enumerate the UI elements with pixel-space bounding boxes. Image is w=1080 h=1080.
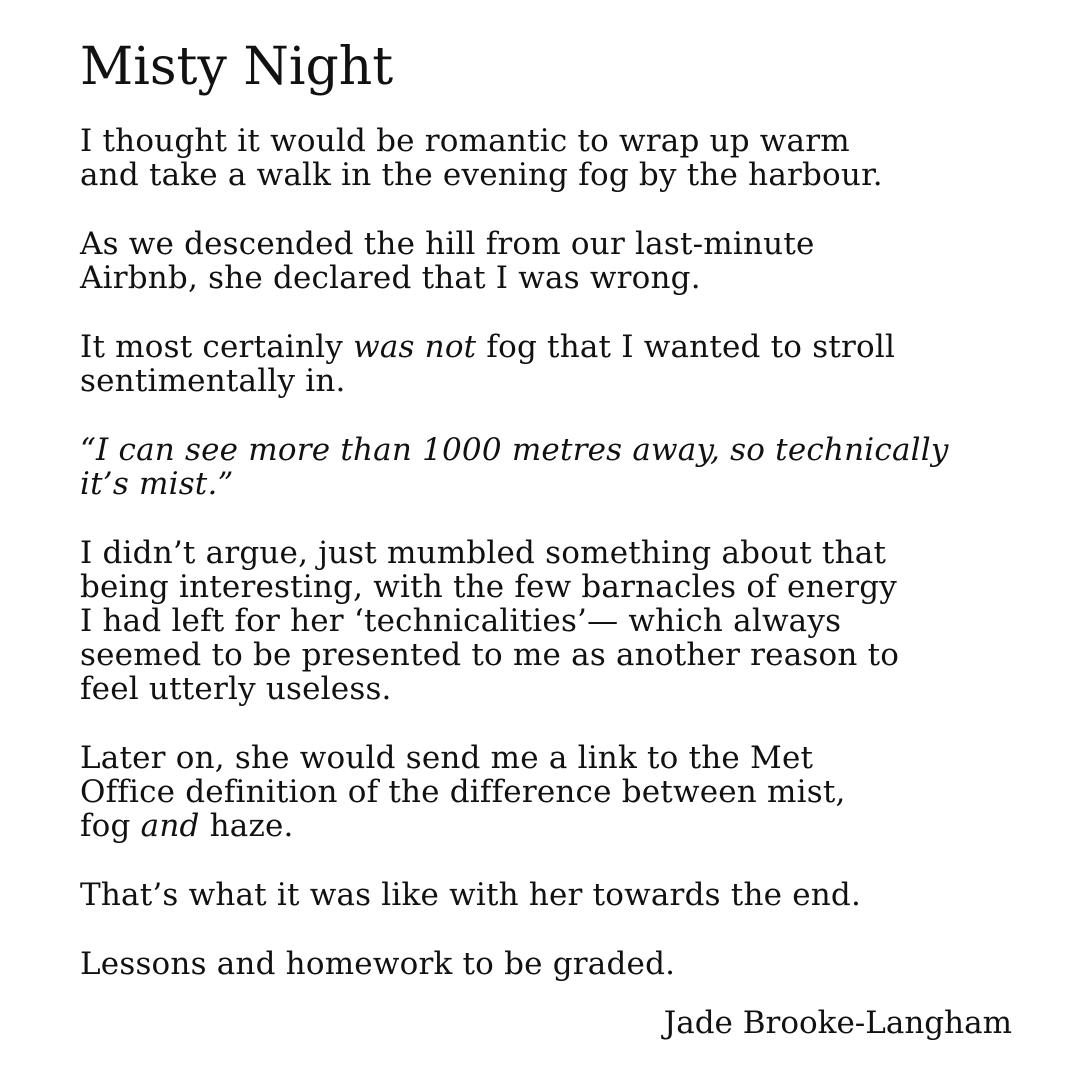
poem-line: and take a walk in the evening fog by the harbour. — [80, 156, 883, 193]
poem-line: it’s mist.” — [80, 465, 234, 502]
poem-line: Lessons and homework to be graded. — [80, 945, 676, 982]
poem-line: That’s what it was like with her towards the end. — [80, 876, 862, 913]
poem-line: I thought it would be romantic to wrap up warm — [80, 122, 850, 159]
author-name: Jade Brooke-Langham — [663, 1005, 1012, 1041]
line-text: It most certainly — [80, 328, 354, 365]
poem-line: Airbnb, she declared that I was wrong. — [80, 259, 701, 296]
emphasis-text: was not — [353, 328, 477, 365]
poem-line: As we descended the hill from our last-minute — [80, 225, 815, 262]
line-text: fog — [80, 807, 141, 844]
poem-line: seemed to be presented to me as another reason to — [80, 636, 900, 673]
poem-line: Later on, she would send me a link to the Met — [80, 739, 814, 776]
poem-line: “I can see more than 1000 metres away, so technically — [80, 431, 949, 468]
line-text: fog that I wanted to stroll — [476, 328, 896, 365]
stanza-6 — [80, 741, 1020, 843]
poem-line: sentimentally in. — [80, 362, 346, 399]
poem-line: I had left for her ‘technicalities’— which always — [80, 602, 842, 639]
stanza-3 — [80, 330, 1020, 398]
stanza-1 — [80, 124, 1020, 192]
poem — [80, 38, 1020, 1016]
poem-line: being interesting, with the few barnacles of energy — [80, 568, 897, 605]
emphasis-text: and — [140, 807, 200, 844]
poem-line: I didn’t argue, just mumbled something about that — [80, 534, 887, 571]
poem-line: feel utterly useless. — [80, 670, 392, 707]
line-text: haze. — [199, 807, 294, 844]
poem-line: Office definition of the difference between mist, — [80, 773, 846, 810]
poem-line — [80, 330, 1020, 364]
stanza-4-quote — [80, 433, 1020, 501]
poem-line — [80, 809, 1020, 843]
stanza-2 — [80, 227, 1020, 295]
stanza-7 — [80, 878, 1020, 912]
stanza-8 — [80, 947, 1020, 981]
stanza-5 — [80, 536, 1020, 706]
poem-title: Misty Night — [80, 37, 394, 97]
